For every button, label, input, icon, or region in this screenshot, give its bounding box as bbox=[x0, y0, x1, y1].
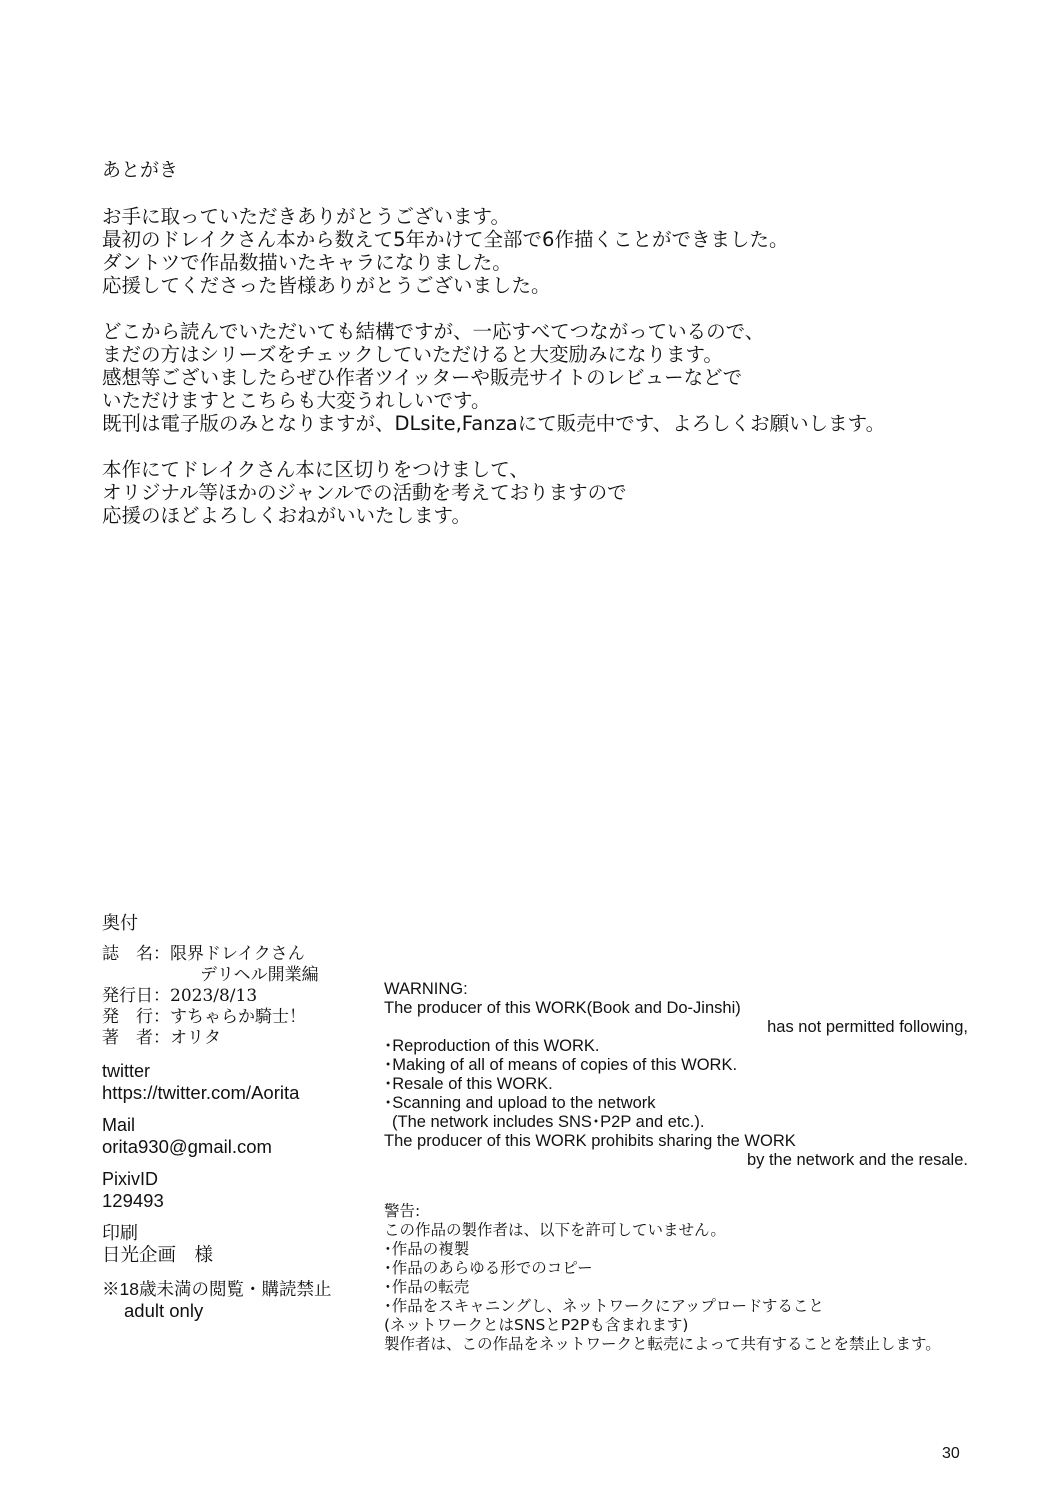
warning-english bbox=[384, 980, 984, 1170]
keikoku-heading: 警告: bbox=[384, 1202, 421, 1220]
warning-item: ･Resale of this WORK. bbox=[384, 1075, 553, 1093]
colophon bbox=[102, 912, 331, 1321]
warning-item: ･Reproduction of this WORK. bbox=[384, 1037, 600, 1055]
colophon-author-row: 著 者：オリタ bbox=[102, 1028, 221, 1048]
adult-only-text: adult only bbox=[124, 1300, 204, 1321]
contact-value: 日光企画 様 bbox=[102, 1244, 214, 1265]
colophon-title-row-cont: デリヘル開業編 bbox=[200, 965, 319, 985]
afterword-line: ダントツで作品数描いたキャラになりました。 bbox=[102, 251, 512, 274]
keikoku-item: ･作品をスキャニングし、ネットワークにアップロードすること bbox=[384, 1297, 824, 1315]
page-number: 30 bbox=[942, 1445, 960, 1462]
contact-twitter bbox=[102, 1061, 331, 1103]
colophon-title: 奥付 bbox=[102, 913, 138, 934]
contact-printer bbox=[102, 1223, 331, 1265]
warning-heading: WARNING: bbox=[384, 980, 468, 998]
afterword-line: オリジナル等ほかのジャンルでの活動を考えておりますので bbox=[102, 481, 627, 504]
contact-pixiv bbox=[102, 1169, 331, 1211]
afterword-line: 最初のドレイクさん本から数えて5年かけて全部で6作描くことができました。 bbox=[102, 228, 789, 251]
warning-network-note: (The network includes SNS･P2P and etc.). bbox=[392, 1113, 705, 1131]
warning-item: ･Making of all of means of copies of this WORK. bbox=[384, 1056, 738, 1074]
keikoku-item: ･作品の転売 bbox=[384, 1278, 470, 1296]
afterword-line: 本作にてドレイクさん本に区切りをつけまして、 bbox=[102, 458, 529, 481]
keikoku-prohibit: 製作者は、この作品をネットワークと転売によって共有することを禁止します。 bbox=[384, 1335, 941, 1353]
afterword-line: まだの方はシリーズをチェックしていただけると大変励みになります。 bbox=[102, 343, 723, 366]
contact-value: orita930@gmail.com bbox=[102, 1136, 272, 1157]
colophon-info bbox=[102, 944, 331, 1049]
colophon-title-row: 誌 名：限界ドレイクさん bbox=[102, 944, 305, 964]
afterword-paragraph bbox=[102, 458, 627, 527]
keikoku-item: ･作品の複製 bbox=[384, 1240, 470, 1258]
afterword-line: お手に取っていただきありがとうございます。 bbox=[102, 205, 510, 228]
afterword-line: 既刊は電子版のみとなりますが、DLsite,Fanzaにて販売中です、よろしくお願いします。 bbox=[102, 412, 886, 435]
contact-label: PixivID bbox=[102, 1169, 159, 1189]
afterword-line: 感想等ございましたらぜひ作者ツイッターや販売サイトのレビューなどで bbox=[102, 366, 743, 389]
warning-line: has not permitted following, bbox=[767, 1018, 968, 1036]
colophon-date-row: 発行日：2023/8/13 bbox=[102, 986, 258, 1006]
warning-prohibit: The producer of this WORK prohibits sharing the WORK bbox=[384, 1132, 796, 1150]
afterword-line: 応援してくださった皆様ありがとうございました。 bbox=[102, 274, 551, 297]
contact-label: twitter bbox=[102, 1061, 151, 1081]
warning-japanese bbox=[384, 1202, 984, 1354]
contact-label: Mail bbox=[102, 1115, 136, 1135]
contact-value: 129493 bbox=[102, 1190, 164, 1211]
warning-line: The producer of this WORK(Book and Do-Jinshi) bbox=[384, 999, 741, 1017]
age-restriction-note bbox=[102, 1279, 331, 1321]
warning-item: ･Scanning and upload to the network bbox=[384, 1094, 656, 1112]
keikoku-intro: この作品の製作者は、以下を許可していません。 bbox=[384, 1221, 726, 1239]
keikoku-network-note: (ネットワークとはSNSとP2Pも含まれます) bbox=[384, 1316, 689, 1334]
contact-label: 印刷 bbox=[102, 1223, 138, 1243]
age-note-text: ※18歳未満の閲覧・購読禁止 bbox=[102, 1279, 332, 1299]
contact-value: https://twitter.com/Aorita bbox=[102, 1082, 300, 1103]
afterword-heading: あとがき bbox=[102, 159, 179, 181]
keikoku-item: ･作品のあらゆる形でのコピー bbox=[384, 1259, 593, 1277]
afterword-line: いただけますとこちらも大変うれしいです。 bbox=[102, 389, 491, 412]
colophon-publisher-row: 発 行：すちゃらか騎士！ bbox=[102, 1007, 306, 1027]
afterword-paragraph bbox=[102, 205, 788, 297]
afterword-line: どこから読んでいただいても結構ですが、一応すべてつながっているので、 bbox=[102, 320, 765, 343]
afterword-paragraph bbox=[102, 320, 885, 435]
afterword-line: 応援のほどよろしくおねがいいたします。 bbox=[102, 504, 471, 527]
warning-prohibit: by the network and the resale. bbox=[746, 1151, 968, 1169]
contact-mail bbox=[102, 1115, 331, 1157]
